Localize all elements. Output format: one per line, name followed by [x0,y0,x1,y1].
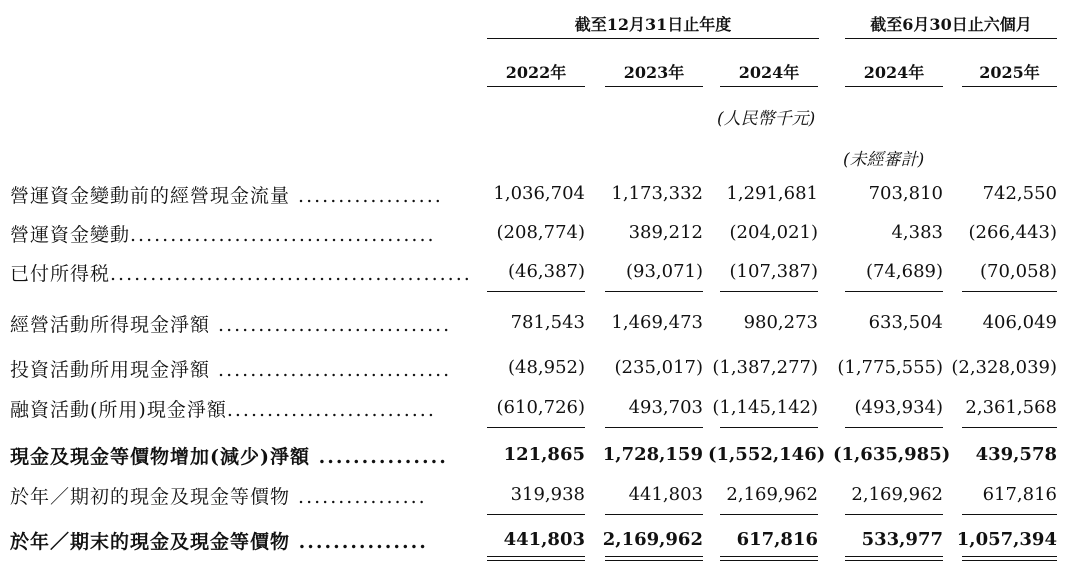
subtotal-rule [845,514,943,515]
table-cell: 4,383 [891,222,943,243]
row-label: 營運資金變動前的經營現金流量 .................. [10,185,443,207]
subtotal-rule [487,514,585,515]
table-cell: 1,036,704 [493,183,585,204]
table-cell: (493,934) [854,397,943,418]
subtotal-rule [845,291,943,292]
table-cell: (1,635,985) [833,444,951,465]
table-cell: 1,291,681 [726,183,818,204]
table-cell: 2,169,962 [726,484,818,505]
year-rule [487,86,585,87]
table-cell: 441,803 [628,484,703,505]
header-annual-period: 截至12月31日止年度 [574,15,732,34]
year-header-2024: 2024年 [738,63,800,82]
table-cell: 742,550 [982,183,1057,204]
table-cell: 617,816 [982,484,1057,505]
year-header-2022: 2022年 [505,63,567,82]
table-cell: 1,469,473 [611,312,703,333]
table-cell: (1,552,146) [708,444,826,465]
subtotal-rule [605,427,703,428]
table-cell: (610,726) [496,397,585,418]
table-cell: (107,387) [729,261,818,282]
subtotal-rule [845,427,943,428]
year-header-2025-h1: 2025年 [979,63,1040,82]
table-cell: (266,443) [968,222,1057,243]
header-annual-rule [487,38,819,39]
row-label: 於年／期末的現金及現金等價物 ............... [10,531,428,553]
table-cell: 2,169,962 [602,529,703,550]
table-cell: (1,387,277) [712,357,818,378]
subtotal-rule [487,427,585,428]
total-double-rule [487,556,585,561]
table-cell: 121,865 [503,444,585,465]
total-double-rule [845,556,943,561]
header-six-months-period: 截至6月30日止六個月 [870,15,1032,34]
subtotal-rule [720,427,818,428]
row-label: 於年／期初的現金及現金等價物 ................ [10,486,427,508]
table-cell: (70,058) [979,261,1057,282]
table-cell: (1,145,142) [712,397,818,418]
subtotal-rule [720,291,818,292]
row-label: 現金及現金等價物增加(減少)淨額 ............... [10,446,448,468]
total-double-rule [720,556,818,561]
subtotal-rule [962,427,1057,428]
table-cell: (74,689) [865,261,943,282]
table-cell: (204,021) [729,222,818,243]
table-cell: (1,775,555) [837,357,943,378]
table-cell: (46,387) [507,261,585,282]
table-cell: 633,504 [868,312,943,333]
currency-note: (人民幣千元) [717,109,816,129]
row-label: 已付所得税............................................. [10,263,472,285]
row-label: 營運資金變動...................................... [10,224,436,246]
table-cell: 781,543 [510,312,585,333]
year-header-2024-h1: 2024年 [863,63,925,82]
table-cell: 980,273 [743,312,818,333]
table-cell: 406,049 [982,312,1057,333]
table-cell: 1,057,394 [956,529,1057,550]
row-label: 融資活動(所用)現金淨額.......................... [10,399,436,421]
table-cell: (48,952) [507,357,585,378]
table-cell: (235,017) [614,357,703,378]
row-label: 投資活動所用現金淨額 ............................. [10,359,452,381]
table-cell: 2,169,962 [851,484,943,505]
subtotal-rule [605,291,703,292]
table-cell: 533,977 [861,529,943,550]
subtotal-rule [487,291,585,292]
total-double-rule [605,556,703,561]
table-cell: 441,803 [503,529,585,550]
year-rule [962,86,1057,87]
subtotal-rule [605,514,703,515]
year-rule [605,86,703,87]
table-cell: 389,212 [628,222,703,243]
table-cell: (93,071) [625,261,703,282]
total-double-rule [962,556,1057,561]
table-cell: (208,774) [496,222,585,243]
subtotal-rule [962,514,1057,515]
table-cell: 493,703 [628,397,703,418]
year-rule [845,86,943,87]
row-label: 經營活動所得現金淨額 ............................. [10,314,452,336]
table-cell: 703,810 [868,183,943,204]
table-cell: 1,728,159 [602,444,703,465]
table-cell: 319,938 [510,484,585,505]
table-cell: (2,328,039) [951,357,1057,378]
year-rule [720,86,818,87]
subtotal-rule [962,291,1057,292]
table-cell: 617,816 [736,529,818,550]
subtotal-rule [720,514,818,515]
table-cell: 1,173,332 [611,183,703,204]
table-cell: 439,578 [975,444,1057,465]
header-six-months-rule [845,38,1057,39]
table-cell: 2,361,568 [965,397,1057,418]
year-header-2023: 2023年 [623,63,685,82]
unaudited-note: (未經審計) [843,150,925,170]
